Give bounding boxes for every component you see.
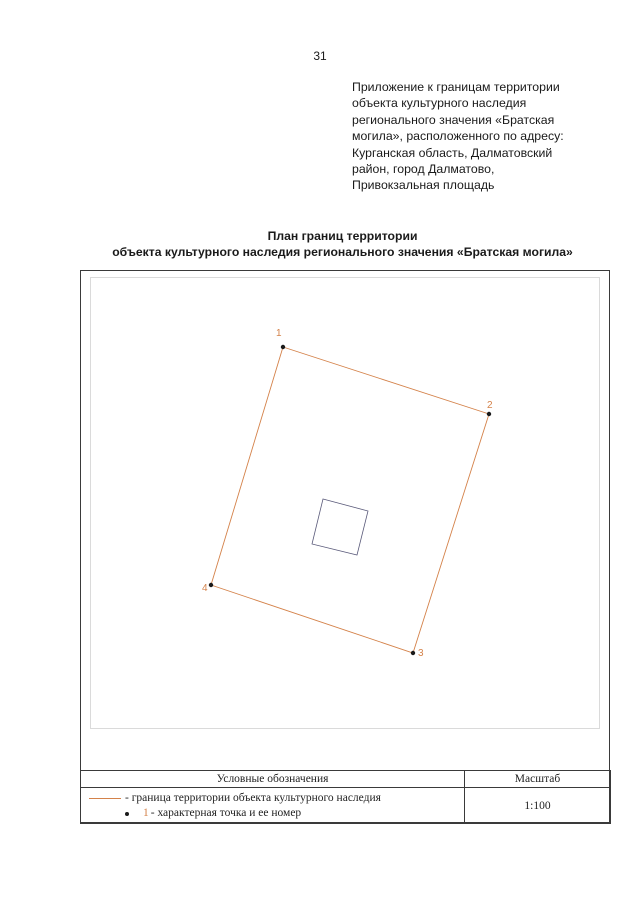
appendix-line: Курганская область, Далматовский [352,145,553,160]
legend-point-text: - характерная точка и ее номер [150,807,302,819]
plan-title-line1: План границ территории [267,229,418,243]
legend-item-point [89,806,456,821]
boundary-plan-drawing [91,278,601,730]
point-label-4: 4 [202,583,208,594]
boundary-line-symbol [89,798,121,799]
appendix-line: регионального значения «Братская [352,112,555,127]
boundary-point-4 [209,583,213,587]
boundary-point-1 [281,345,285,349]
point-number-sample: 1 [143,807,149,819]
appendix-note [352,79,632,194]
territory-boundary [211,347,489,653]
boundary-point-2 [487,412,491,416]
appendix-line: Приложение к границам территории [352,80,560,94]
appendix-line: район, город Далматово, [352,162,495,177]
legend-header: Условные обозначения [81,771,465,788]
boundary-point-3 [411,651,415,655]
monument-outline [312,499,368,555]
drawing-area [90,277,600,729]
point-label-2: 2 [487,400,493,411]
scale-value: 1:100 [465,788,611,824]
page-number: 31 [313,49,327,63]
plan-title [70,228,615,260]
legend-table [80,770,611,824]
point-label-3: 3 [418,648,424,659]
legend-item-boundary [89,791,456,806]
appendix-line: объекта культурного наследия [352,96,527,111]
scale-header: Масштаб [465,771,611,788]
legend-boundary-text: - граница территории объекта культурного наследия [125,792,381,804]
point-label-1: 1 [276,328,282,339]
appendix-line: Привокзальная площадь [352,178,495,193]
point-symbol [125,812,129,816]
appendix-line: могила», расположенного по адресу: [352,129,564,144]
plan-title-line2: объекта культурного наследия регионального значения «Братская могила» [112,245,573,259]
legend-items [81,788,465,824]
